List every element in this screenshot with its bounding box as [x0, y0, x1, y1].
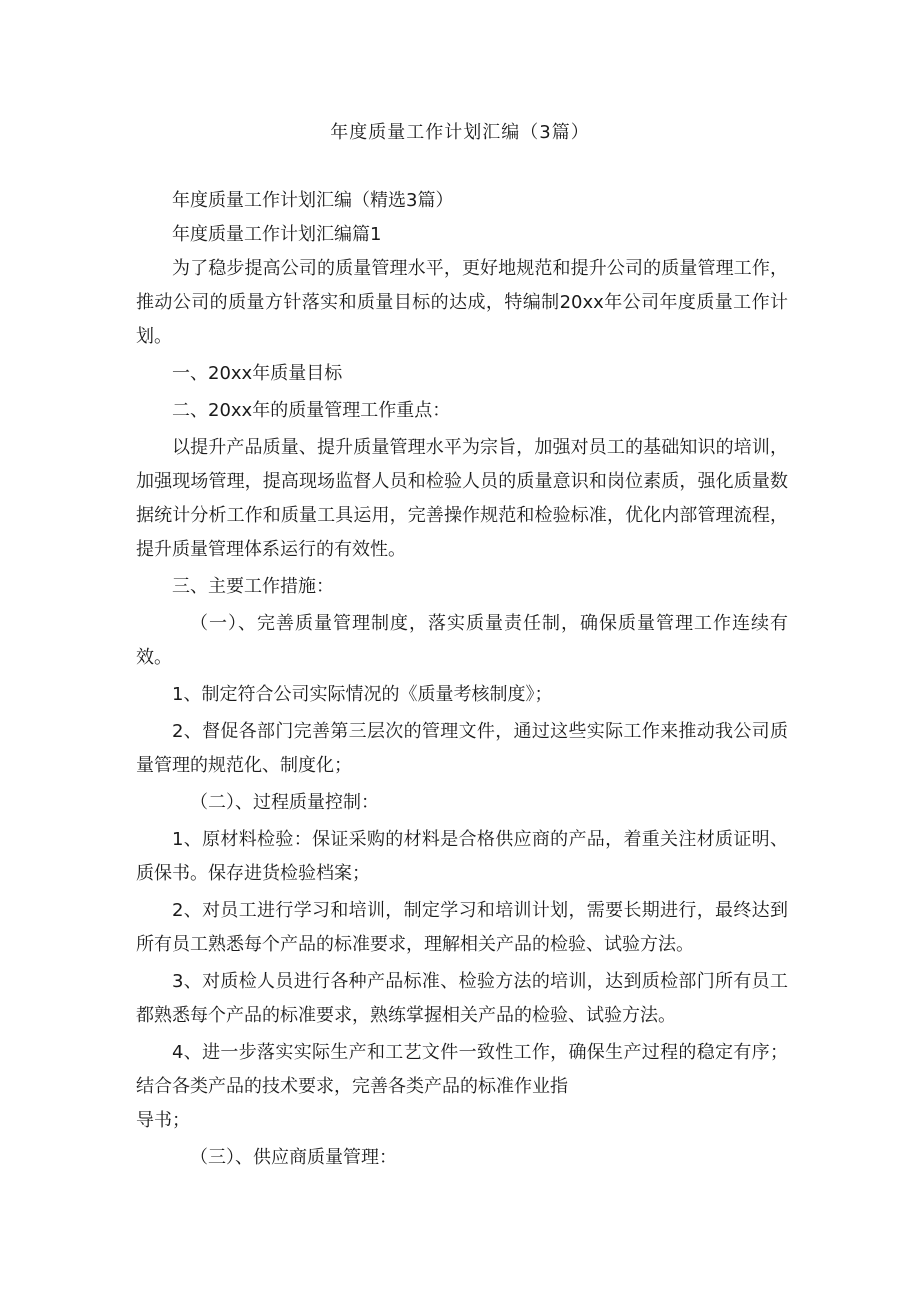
section-heading: 年度质量工作计划汇编篇1: [172, 224, 382, 245]
list-item: 1、原材料检验：保证采购的材料是合格供应商的产品，着重关注材质证明、质保书。保存进货检验档案；: [136, 829, 788, 884]
measure-1-heading: （一）、完善质量管理制度，落实质量责任制，确保质量管理工作连续有效。: [136, 613, 788, 668]
list-item-continuation: 导书；: [136, 1110, 190, 1131]
heading-main-measures: 三、主要工作措施：: [172, 576, 334, 597]
heading-work-focus: 二、20xx年的质量管理工作重点：: [172, 400, 451, 421]
list-item: 2、督促各部门完善第三层次的管理文件，通过这些实际工作来推动我公司质量管理的规范化、制度化；: [136, 721, 788, 776]
document-title: 年度质量工作计划汇编（3篇）: [330, 122, 590, 143]
intro-paragraph: 为了稳步提高公司的质量管理水平，更好地规范和提升公司的质量管理工作，推动公司的质量方针落实和质量目标的达成，特编制20xx年公司年度质量工作计划。: [136, 258, 788, 347]
list-item: 4、进一步落实实际生产和工艺文件一致性工作，确保生产过程的稳定有序；结合各类产品的技术要求，完善各类产品的标准作业指: [136, 1042, 788, 1097]
subtitle: 年度质量工作计划汇编（精选3篇）: [172, 190, 454, 211]
list-item: 1、制定符合公司实际情况的《质量考核制度》；: [172, 684, 553, 705]
measure-2-heading: （二）、过程质量控制：: [190, 792, 379, 813]
list-item: 3、对质检人员进行各种产品标准、检验方法的培训，达到质检部门所有员工都熟悉每个产品的标准要求，熟练掌握相关产品的检验、试验方法。: [136, 971, 788, 1026]
heading-quality-goal: 一、20xx年质量目标: [172, 363, 343, 384]
measure-3-heading: （三）、供应商质量管理：: [190, 1147, 397, 1168]
work-focus-paragraph: 以提升产品质量、提升质量管理水平为宗旨，加强对员工的基础知识的培训，加强现场管理，提高现场监督人员和检验人员的质量意识和岗位素质，强化质量数据统计分析工作和质量工具运用，完善操作规范和检验标准，优化内部管理流程，提升质量管理体系运行的有效性。: [136, 437, 788, 560]
document-body: [136, 184, 788, 1175]
list-item: 2、对员工进行学习和培训，制定学习和培训计划，需要长期进行，最终达到所有员工熟悉每个产品的标准要求，理解相关产品的检验、试验方法。: [136, 900, 788, 955]
